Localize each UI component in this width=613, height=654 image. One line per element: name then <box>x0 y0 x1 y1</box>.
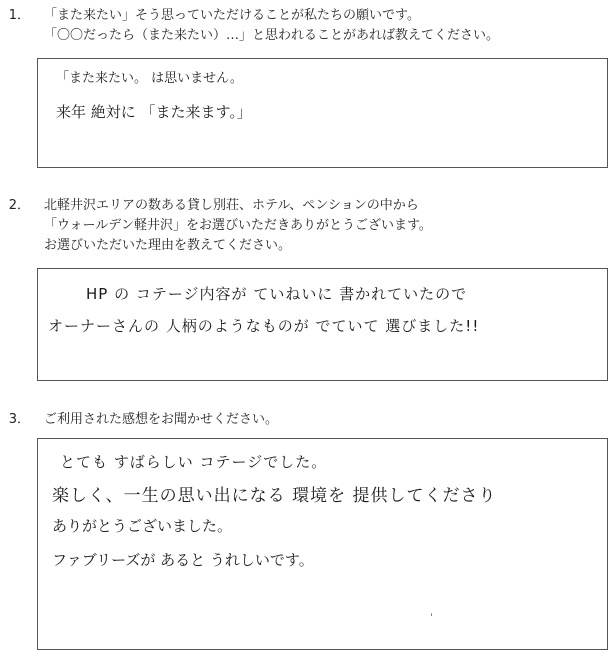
question-1-line-1: 「また来たい」そう思っていただけることが私たちの願いです。 <box>44 8 420 23</box>
answer-1-line-1: 「また来たい。 は思いません。 <box>56 71 243 86</box>
question-1-line-2: 「〇〇だったら（また来たい）…」と思われることがあれば教えてください。 <box>44 28 500 43</box>
question-2 <box>0 196 432 256</box>
question-3-number: 3． <box>8 412 30 427</box>
pen-mark: ˈ <box>430 613 433 624</box>
question-1-number: 1． <box>8 8 30 23</box>
answer-3-line-3: ありがとうございました。 <box>52 517 233 535</box>
question-3-line-1: ご利用された感想をお聞かせください。 <box>44 412 279 427</box>
answer-box-3 <box>37 438 608 650</box>
answer-2-line-1: HP の コテージ内容が ていねいに 書かれていたので <box>86 285 468 303</box>
question-2-number: 2． <box>8 198 30 213</box>
question-2-line-2: 「ウォールデン軽井沢」をお選びいただきありがとうございます。 <box>44 218 432 233</box>
answer-box-2 <box>37 268 608 381</box>
answer-2-line-2: オーナーさんの 人柄のようなものが でていて 選びました!! <box>48 317 480 335</box>
question-1 <box>0 6 499 46</box>
answer-3-line-2: 楽しく、一生の思い出になる 環境を 提供してくださり <box>52 486 497 506</box>
question-3 <box>0 410 278 430</box>
answer-box-1 <box>37 58 608 168</box>
answer-1-line-2: 来年 絶対に 「また来ます。」 <box>56 103 252 121</box>
answer-3-line-1: とても すばらしい コテージでした。 <box>60 453 328 471</box>
question-2-line-3: お選びいただいた理由を教えてください。 <box>44 238 292 253</box>
answer-3-line-4: ファブリーズが あると うれしいです。 <box>52 551 314 569</box>
question-2-line-1: 北軽井沢エリアの数ある貸し別荘、ホテル、ペンションの中から <box>44 198 419 213</box>
